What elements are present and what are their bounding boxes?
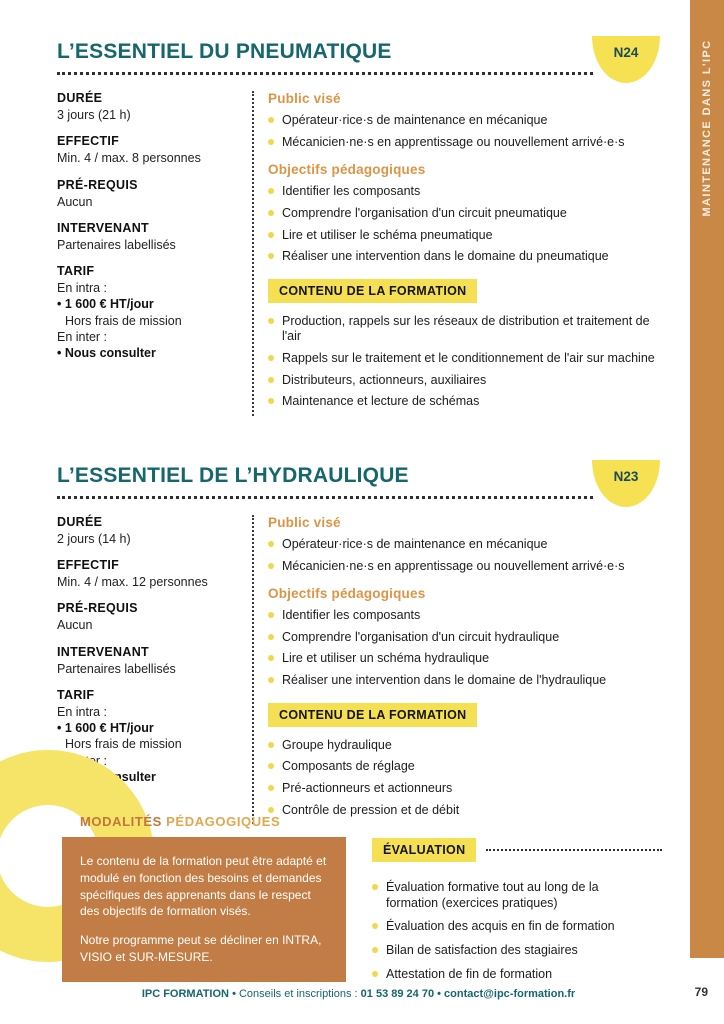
info-tarif: TARIF En intra : • 1 600 € HT/jour Hors frais de mission En inter : • Nous consulter xyxy=(57,264,182,360)
modalites-paragraph: Notre programme peut se décliner en INTRA, VISIO et SUR-MESURE. xyxy=(80,933,322,964)
list-item: Réaliser une intervention dans le domaine du pneumatique xyxy=(268,249,660,265)
list-item: Évaluation formative tout au long de la formation (exercices pratiques) xyxy=(372,880,640,911)
list-item: Distributeurs, actionneurs, auxiliaires xyxy=(268,373,660,389)
modalites-paragraph: Le contenu de la formation peut être adapté et modulé en fonction des besoins et demandes spécifiques des apprenants dans le respect des objectifs de formation visés. xyxy=(80,854,327,919)
evaluation-section xyxy=(372,838,662,990)
info-intervenant: INTERVENANT Partenaires labellisés xyxy=(57,220,176,252)
info-effectif: EFFECTIF Min. 4 / max. 12 personnes xyxy=(57,558,208,590)
bullet-dot-icon xyxy=(268,139,274,145)
info-effectif: EFFECTIF Min. 4 / max. 8 personnes xyxy=(57,134,201,166)
main-content xyxy=(57,36,660,824)
list-item: Comprendre l'organisation d'un circuit pneumatique xyxy=(268,206,660,222)
bullet-dot-icon xyxy=(268,634,274,640)
list-item: Opérateur·rice·s de maintenance en mécanique xyxy=(268,113,660,129)
bullet-dot-icon xyxy=(372,947,378,953)
list-item: Production, rappels sur les réseaux de distribution et traitement de l'air xyxy=(268,314,660,345)
bullet-dot-icon xyxy=(268,655,274,661)
footer-separator: • xyxy=(437,988,441,1000)
course-body xyxy=(57,91,660,416)
bottom-band xyxy=(0,748,690,981)
bullet-dot-icon xyxy=(372,884,378,890)
bullet-dot-icon xyxy=(372,971,378,977)
list-item: Contrôle de pression et de débit xyxy=(268,803,660,819)
bullet-dot-icon xyxy=(268,210,274,216)
footer-brand: IPC FORMATION xyxy=(141,988,229,1000)
bullet-dot-icon xyxy=(268,563,274,569)
page-number: 79 xyxy=(694,985,708,999)
info-duree: DURÉE 2 jours (14 h) xyxy=(57,514,131,546)
info-tarif: TARIF En intra : • 1 600 € HT/jour Hors frais de mission En inter : • Nous consulter xyxy=(57,687,182,784)
list-item: Composants de réglage xyxy=(268,759,660,775)
course-info-column xyxy=(57,91,252,416)
course-code-badge xyxy=(592,460,660,507)
bullet-dot-icon xyxy=(268,117,274,123)
list-item: Réaliser une intervention dans le domaine de l'hydraulique xyxy=(268,673,660,689)
list-item: Groupe hydraulique xyxy=(268,738,660,754)
bullet-dot-icon xyxy=(268,742,274,748)
bullet-dot-icon xyxy=(268,612,274,618)
evaluation-header xyxy=(372,838,662,862)
modalites-heading: MODALITÉS PÉDAGOGIQUES xyxy=(80,814,281,829)
list-item: Attestation de fin de formation xyxy=(372,967,640,983)
objectifs-heading: Objectifs pédagogiques xyxy=(268,586,426,602)
course-header xyxy=(57,36,660,86)
section-sidebar-strip xyxy=(690,0,724,958)
course-code: N23 xyxy=(613,468,639,484)
public-vise-section xyxy=(268,515,660,574)
evaluation-heading-highlight: ÉVALUATION xyxy=(372,838,476,862)
bullet-dot-icon xyxy=(268,253,274,259)
list-item: Identifier les composants xyxy=(268,608,660,624)
bullet-dot-icon xyxy=(372,923,378,929)
list-item: Mécanicien·ne·s en apprentissage ou nouvellement arrivé·e·s xyxy=(268,135,660,151)
objectifs-heading: Objectifs pédagogiques xyxy=(268,162,426,178)
contenu-heading-highlight: CONTENU DE LA FORMATION xyxy=(268,279,477,303)
bullet-dot-icon xyxy=(268,677,274,683)
public-vise-heading: Public visé xyxy=(268,514,341,530)
list-item: Lire et utiliser le schéma pneumatique xyxy=(268,228,660,244)
info-intervenant: INTERVENANT Partenaires labellisés xyxy=(57,644,176,676)
list-item: Maintenance et lecture de schémas xyxy=(268,394,660,410)
info-prerequis: PRÉ-REQUIS Aucun xyxy=(57,177,138,209)
list-item: Identifier les composants xyxy=(268,184,660,200)
list-item: Lire et utiliser un schéma hydraulique xyxy=(268,651,660,667)
footer-phone: 01 53 89 24 70 xyxy=(360,988,435,1000)
list-item: Opérateur·rice·s de maintenance en mécanique xyxy=(268,537,660,553)
objectifs-section xyxy=(268,586,660,689)
list-item: Pré-actionneurs et actionneurs xyxy=(268,781,660,797)
course-title: L’ESSENTIEL DU PNEUMATIQUE xyxy=(57,40,392,63)
public-vise-section xyxy=(268,91,660,150)
bullet-dot-icon xyxy=(268,541,274,547)
public-vise-heading: Public visé xyxy=(268,91,341,106)
footer-contact-label: Conseils et inscriptions : xyxy=(238,988,358,1000)
footer-email: contact@ipc-formation.fr xyxy=(444,988,576,1000)
bullet-dot-icon xyxy=(268,232,274,238)
modalites-text-box xyxy=(62,837,346,982)
bullet-dot-icon xyxy=(268,318,274,324)
info-prerequis: PRÉ-REQUIS Aucun xyxy=(57,601,138,633)
objectifs-section xyxy=(268,162,660,265)
list-item: Rappels sur le traitement et le conditionnement de l'air sur machine xyxy=(268,351,660,367)
info-duree: DURÉE 3 jours (21 h) xyxy=(57,91,131,122)
course-title: L’ESSENTIEL DE L’HYDRAULIQUE xyxy=(57,463,409,487)
sidebar-vertical-label: MAINTENANCE DANS L'IPC xyxy=(701,39,713,217)
modalites-pedagogiques-section xyxy=(62,814,346,982)
list-item: Mécanicien·ne·s en apprentissage ou nouvellement arrivé·e·s xyxy=(268,559,660,575)
bullet-dot-icon xyxy=(268,398,274,404)
list-item: Évaluation des acquis en fin de formation xyxy=(372,919,640,935)
course-section-pneumatique xyxy=(57,36,660,416)
list-item: Comprendre l'organisation d'un circuit hydraulique xyxy=(268,630,660,646)
contenu-heading-highlight: CONTENU DE LA FORMATION xyxy=(268,703,477,727)
course-code-badge xyxy=(592,36,660,83)
list-item: Bilan de satisfaction des stagiaires xyxy=(372,943,640,959)
course-detail-column xyxy=(252,91,660,416)
contenu-section xyxy=(268,277,660,410)
course-code: N24 xyxy=(613,45,639,60)
bullet-dot-icon xyxy=(268,188,274,194)
bullet-dot-icon xyxy=(268,355,274,361)
bullet-dot-icon xyxy=(268,377,274,383)
footer-separator: • xyxy=(232,988,236,1000)
dotted-divider xyxy=(486,849,662,851)
course-header xyxy=(57,460,660,510)
